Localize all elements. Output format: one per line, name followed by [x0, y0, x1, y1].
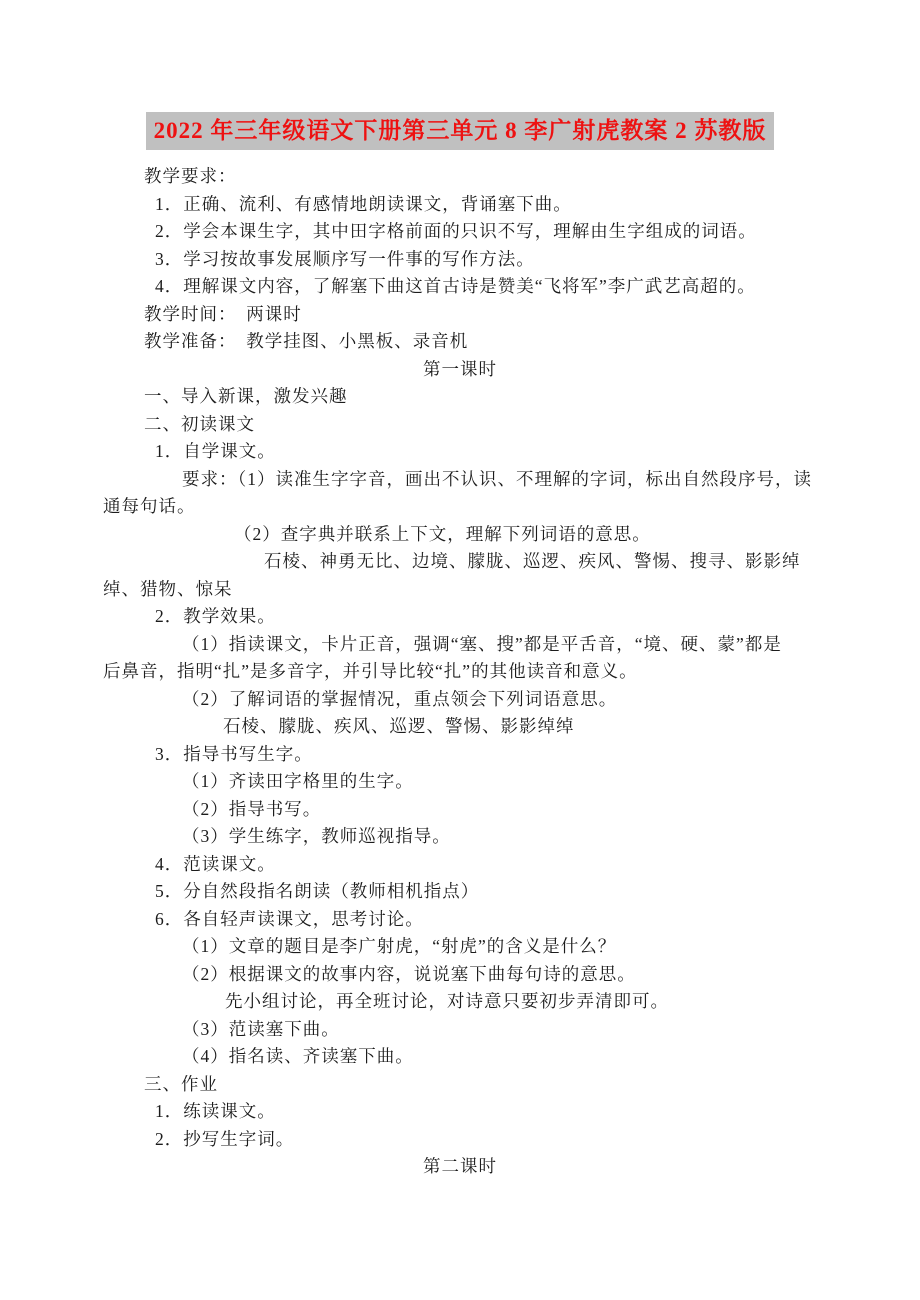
document-title: 2022 年三年级语文下册第三单元 8 李广射虎教案 2 苏教版	[146, 112, 775, 150]
text-line: 第二课时	[423, 1156, 497, 1176]
text-line: （4）指名读、齐读塞下曲。	[182, 1046, 414, 1066]
text-line: 后鼻音，指明“扎”是多音字，并引导比较“扎”的其他读音和意义。	[103, 661, 638, 681]
text-line: （1）文章的题目是李广射虎，“射虎”的含义是什么？	[182, 936, 617, 956]
text-line: 2．学会本课生字，其中田字格前面的只识不写，理解由生字组成的词语。	[155, 221, 757, 241]
text-line: （2）指导书写。	[182, 798, 322, 819]
text-line: 石棱、朦胧、疾风、巡逻、警惕、影影绰绰	[223, 716, 575, 736]
text-line: （2）根据课文的故事内容，说说塞下曲每句诗的意思。	[182, 963, 636, 984]
text-line: 先小组讨论，再全班讨论，对诗意只要初步弄清即可。	[225, 991, 669, 1011]
text-line: （2）查字典并联系上下文，理解下列词语的意思。	[234, 523, 651, 544]
text-line: 教学时间： 两课时	[144, 303, 302, 324]
text-line: 石棱、神勇无比、边境、朦胧、巡逻、疾风、警惕、搜寻、影影绰	[264, 551, 801, 571]
text-line: 6．各自轻声读课文，思考讨论。	[155, 908, 424, 929]
text-line: 绰、猎物、惊呆	[103, 578, 233, 599]
text-line: 1．自学课文。	[155, 441, 276, 461]
text-line: 一、导入新课，激发兴趣	[144, 386, 348, 406]
text-line: 1．练读课文。	[155, 1101, 276, 1121]
text-line: 2．抄写生字词。	[155, 1128, 295, 1149]
text-line: 4．理解课文内容，了解塞下曲这首古诗是赞美“飞将军”李广武艺高超的。	[155, 276, 756, 296]
text-line: 3．指导书写生字。	[155, 743, 313, 764]
text-line: 3．学习按故事发展顺序写一件事的写作方法。	[155, 248, 535, 269]
text-line: （3）范读塞下曲。	[182, 1018, 340, 1039]
text-line: 1．正确、流利、有感情地朗读课文，背诵塞下曲。	[155, 193, 572, 214]
text-line: 教学要求：	[144, 166, 237, 186]
text-line: （1）齐读田字格里的生字。	[182, 771, 414, 791]
text-line: 教学准备： 教学挂图、小黑板、录音机	[144, 331, 469, 351]
text-line: 要求：（1）读准生字字音，画出不认识、不理解的字词，标出自然段序号，读	[182, 468, 812, 489]
text-line: 2．教学效果。	[155, 606, 276, 626]
text-line: （1）指读课文，卡片正音，强调“塞、搜”都是平舌音，“境、硬、蒙”都是	[182, 633, 782, 654]
text-line: 第一课时	[423, 358, 497, 379]
text-line: 二、初读课文	[144, 413, 255, 434]
text-line: （3）学生练字，教师巡视指导。	[182, 826, 451, 846]
document-title-row	[0, 112, 920, 150]
text-line: 三、作业	[144, 1073, 218, 1094]
document-body	[0, 163, 920, 1181]
text-line: （2）了解词语的掌握情况，重点领会下列词语意思。	[182, 688, 618, 709]
text-line: 4．范读课文。	[155, 853, 276, 874]
text-line: 通每句话。	[103, 496, 196, 516]
text-line: 5．分自然段指名朗读（教师相机指点）	[155, 881, 480, 901]
